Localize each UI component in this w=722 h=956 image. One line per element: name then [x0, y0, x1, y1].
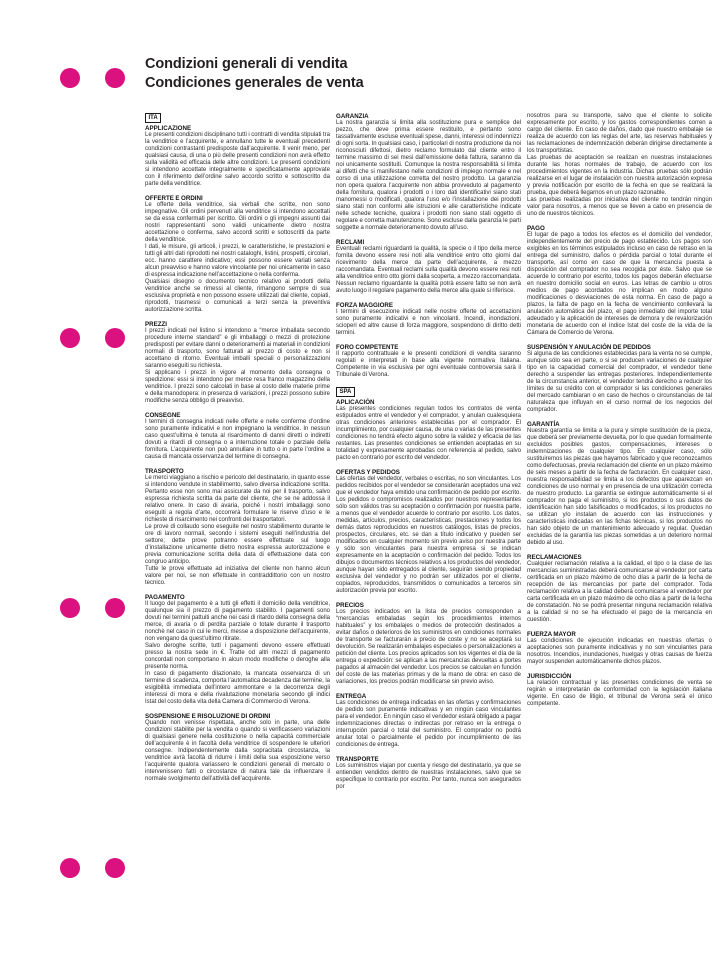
- section-heading: PAGO: [527, 225, 545, 233]
- section-heading: APLICACIÓN: [336, 399, 375, 407]
- paragraph: nosotros para su transporte, salvo que el cliente lo solicite expresamente por escrito, y los gastos correspondientes corren a cargo del cliente. En caso de daños, dado que nuestro embalaje se realiza de acuerdo con las reglas del arte, las reservas habituales y las reclamaciones de indemnización deberán dirigirse directamente a los transportistas.: [527, 113, 712, 155]
- paragraph: I termini di consegna indicati nelle offerte e nelle conferme d’ordine sono puramente indicativi e non impegnano la venditrice. In nessun caso quest’ultima è tenuta al risarcimento di danni diretti o indiretti dovuti a ritardi di consegna o a interruzione totale o parziale della fornitura. L’acquirente non può annullare in tutto o in parte l’ordine a causa di mancata osservanza del termine di consegna.: [145, 419, 330, 461]
- paragraph: Los precios indicados en la lista de precios corresponden a “mercancías embaladas según los procedimientos internos habituales” y los embalajes o medios de protección destinados a evitar daños o deterioros de los suministros en condiciones normales de transporte se facturarán a precio de coste y no se aceptará su devolución. Se realizarán embalajes especiales o personalizaciones a petición del cliente. Los precios aplicados son los vigentes el día de la entrega o expedición: se aplican a las mercancías devueltas a portes pagados al almacén del vendedor. Los precios se calculan en función del coste de las materias primas y de la mano de obra: en caso de variaciones, los precios podrán modificarse sin previo aviso.: [336, 609, 521, 686]
- accent-dot: [60, 858, 80, 878]
- section-heading: TRANSPORTE: [336, 756, 379, 764]
- page-title-italian: Condizioni generali di vendita: [145, 56, 348, 72]
- section-heading: RECLAMACIONES: [527, 554, 582, 562]
- paragraph: Tutte le prove effettuate ad iniziativa del cliente non hanno alcun valore per noi, se non effettuate in contraddittorio con un nostro tecnico.: [145, 566, 330, 587]
- section-heading: FUERZA MAYOR: [527, 631, 576, 639]
- accent-dot: [105, 328, 125, 348]
- page-title: [145, 55, 713, 92]
- paragraph: Las presentes condiciones regulan todos los contratos de venta estipulados entre el vendedor y el comprador, y anulan cualesquiera otras condiciones anteriores establecidas por el comprador. El incumplimiento, por cualquier causa, de una o varias de las presentes condiciones no tendrá efecto alguno sobre la validez y eficacia de las restantes. Las presentes condiciones se entienden aceptadas en su totalidad y expresamente aprobadas con referencia al pedido, salvo pacto en contrario por escrito del vendedor.: [336, 406, 521, 462]
- paragraph: Qualsiasi disegno o documento tecnico relativo ai prodotti della venditrice anche se rimessi al cliente, rimangono sempre di sua esclusiva proprietà e non possono essere utilizzati dal cliente, copiati, riprodotti, trasmessi o comunicati a terzi senza la preventiva autorizzazione scritta.: [145, 279, 330, 314]
- section-heading: PAGAMENTO: [145, 594, 185, 602]
- accent-dot: [105, 858, 125, 878]
- section-heading: FORO COMPETENTE: [336, 344, 399, 352]
- section-heading: PRECIOS: [336, 602, 364, 610]
- language-tag-ita: ITA: [145, 113, 161, 123]
- accent-dot: [60, 598, 80, 618]
- paragraph: Las pruebas de aceptación se realizan en nuestras instalaciones durante las horas normales de trabajo, de acuerdo con los procedimientos vigentes en la industria. Dichas pruebas sólo podrán realizarse en el lugar de instalación con nuestra autorización expresa y previa notificación por escrito de la fecha en que se realizará la prueba, que deberá llegarnos en un plazo razonable.: [527, 155, 712, 197]
- section-heading: SUSPENSIÓN Y ANULACIÓN DE PEDIDOS: [527, 344, 651, 352]
- paragraph: Eventuali reclami riguardanti la qualità, la specie o il tipo della merce fornita devono essere resi noti alla venditrice entro otto giorni dal ricevimento della merce da parte dell’acquirente, a mezzo raccomandata. Eventuali reclami sulla qualità devono essere resi noti alla venditrice entro otto giorni dalla scoperta, a mezzo raccomandata. Nessun reclamo riguardante la qualità potrà essere fatto se non avrà avuto luogo il regolare pagamento della merce alla quale si riferisce.: [336, 246, 521, 295]
- paragraph: Si alguna de las condiciones establecidas para la venta no se cumple, aunque sólo sea en parte, o si se producen variaciones de cualquier tipo en la capacidad comercial del comprador, el vendedor tiene derecho a suspender las entregas posteriores. Independientemente de la circunstancia anterior, el vendedor tendrá derecho a reducir los límites de su crédito con el comprador si las condiciones generales del mercado cambiaran o en caso de hechos o circunstancias de tal naturaleza que influyan en el curso normal de los negocios del comprador.: [527, 351, 712, 414]
- text-columns: [145, 113, 713, 791]
- accent-dot: [105, 598, 125, 618]
- paragraph: Cualquier reclamación relativa a la calidad, el tipo o la clase de las mercancías suministradas deberá comunicarse al vendedor por carta certificada en un plazo máximo de ocho días a partir de la fecha de recepción de las mercancías por parte del comprador. Toda reclamación relativa a la calidad deberá comunicarse al vendedor por carta certificada en un plazo máximo de ocho días a partir de la fecha de constatación. No se podrá presentar ninguna reclamación relativa a la calidad si no se ha efectuado el pago de la mercancía en cuestión.: [527, 561, 712, 624]
- paragraph: Il luogo del pagamento è a tutti gli effetti il domicilio della venditrice, qualunque sia il prezzo di pagamento stabilito. I pagamenti sono dovuti nei termini pattuiti anche nei casi di ritardo della consegna della merce, di avaria o di perdita parziale o totale durante il trasporto nonchè nel caso in cui le merci, messe a disposizione dell’acquirente, non vengano da quest’ultimo ritirate.: [145, 601, 330, 643]
- paragraph: Le presenti condizioni disciplinano tutti i contratti di vendita stipulati tra la venditrice e l’acquirente, e annullano tutte le eventuali precedenti condizioni contrastanti predisposte dall’acquirente. Il venir meno, per qualsiasi causa, di una o più delle presenti condizioni non avrà effetto sulla validità ed efficacia delle altre condizioni. Le presenti condizioni si intendono accettate integralmente e specificatamente approvate con il riferimento dell’ordine salvo accordo scritto e sottoscritto da parte della venditrice.: [145, 132, 330, 188]
- paragraph: Las pruebas realizadas por iniciativa del cliente no tendrán ningún valor para nosotros, a menos que se lleven a cabo en presencia de uno de nuestros técnicos.: [527, 197, 712, 218]
- paragraph: I prezzi indicati nel listino si intendono a “merce imballata secondo procedure interne standard” e gli imballaggi o mezzi di protezione predisposti per evitare danni o deterioramenti ai materiali in condizioni normali di trasporto, sono fatturati al prezzo di costo e non si accettano di ritorno. Eventuali imballi speciali o personalizzazioni saranno eseguiti su richiesta.: [145, 328, 330, 370]
- section-heading: RECLAMI: [336, 239, 365, 247]
- paragraph: Quando non venisse rispettata, anche solo in parte, una delle condizioni stabilite per la vendita o quando si verificassero variazioni di qualsiasi genere nella costituzione o nella capacità commerciale dell’acquirente è in facoltà della venditrice di sospendere le ulteriori consegne. Indipendentemente dalla sopracitata circostanza, la venditrice avrà facoltà di ridurre i limiti della sua esposizione verso l’acquirente qualora variassero le condizioni generali di mercato o intervenissero fatti o circostanze di natura tale da influenzare il normale svolgimento dell’attività dell’acquirente.: [145, 720, 330, 783]
- paragraph: Las condiciones de entrega indicadas en las ofertas y confirmaciones de pedido son puramente indicativas y en ningún caso vinculantes para el vendedor. En ningún caso el vendedor estará obligado a pagar indemnizaciones directas o indirectas por retraso en la entrega o interrupción parcial o total del suministro. El comprador no podrá anular total o parcialmente el pedido por incumplimiento de las condiciones de entrega.: [336, 700, 521, 749]
- paragraph: La relación contractual y las presentes condiciones de venta se regirán e interpretarán de conformidad con la legislación italiana vigente. En caso de litigio, el tribunal de Verona será el único competente.: [527, 680, 712, 708]
- paragraph: Los suministros viajan por cuenta y riesgo del destinatario, ya que se entienden vendidos dentro de nuestras instalaciones, salvo que se especifique lo contrario por escrito. Por tanto, nunca son asegurados por: [336, 763, 521, 791]
- section-heading: GARANTÍA: [527, 421, 560, 429]
- section-heading: ENTREGA: [336, 693, 367, 701]
- section-heading: OFFERTE E ORDINI: [145, 195, 203, 203]
- paragraph: Salvo deroghe scritte, tutti i pagamenti devono essere effettuati presso la nostra sede in €. Tratte od altri mezzi di pagamento concordati non comportano in alcun modo modifiche o deroghe alla presente norma.: [145, 643, 330, 671]
- paragraph: Si applicano i prezzi in vigore al momento della consegna o spedizione: essi si intendono per merce resa franco magazzino della venditrice. I prezzi sono calcolati in base al costo delle materie prime e della manodopera: in presenza di variazioni, i prezzi possono subire modifiche senza obbligo di preavviso.: [145, 370, 330, 405]
- section-heading: TRASPORTO: [145, 468, 184, 476]
- section-heading: PREZZI: [145, 321, 168, 329]
- paragraph: La nostra garanzia si limita alla sostituzione pura e semplice del pezzo, che deve prima essere restituito, e pertanto sono tassativamente escluse eventuali spese, danni, interessi od indennizzi di ogni sorta. In qualsiasi caso, i particolari di nostra produzione da noi riconosciuti difettosi, dietro reclamo formulato dal cliente entro il termine massimo di sei mesi dall’emissione della fattura, saranno da noi unicamente sostituiti. Comunque la nostra responsabilità si limita ai difetti che si manifestano nelle condizioni di impiego normale e nel corso di una utilizzazione corretta del nostro prodotto. La garanzia non opera qualora l’acquirente non abbia provveduto al pagamento della fornitura, qualora i prodotti o i loro dati identificativi siano stati manomessi o modificati, qualora l’uso e/o l’installazione dei prodotti siano stati non conformi alle istruzioni e alle caratteristiche indicate nelle schede tecniche, qualora i prodotti non siano stati oggetto di regolare e corretta manutenzione. Sono escluse dalla garanzia le parti soggette a normale deterioramento dovuto all’uso.: [336, 120, 521, 232]
- section-heading: OFERTAS Y PEDIDOS: [336, 469, 400, 477]
- paragraph: Las condiciones de ejecución indicadas en nuestras ofertas o aceptaciones son puramente indicativas y no son vinculantes para nosotros. Incendios, inundaciones, huelgas y otras causas de fuerza mayor suspenden automáticamente dichos plazos.: [527, 638, 712, 666]
- paragraph: Nuestra garantía se limita a la pura y simple sustitución de la pieza, que deberá ser previamente devuelta, por lo que quedan formalmente excluidos posibles gastos, compensaciones, intereses o indemnizaciones de cualquier tipo. En cualquier caso, sólo sustituiremos las piezas que hayamos fabricado y que reconozcamos como defectuosas, previa reclamación del cliente en un plazo máximo de seis meses a partir de la fecha de facturación. En cualquier caso, nuestra responsabilidad se limita a los defectos que aparezcan en condiciones de uso normal y en presencia de una utilización correcta de nuestro producto. La garantía se extingue automáticamente si el comprador no paga el suministro, si los productos o sus datos de identificación han sido falsificados o modificados, si los productos no se utilizan y/o instalan de acuerdo con las instrucciones y características indicadas en las fichas técnicas, si los productos no han sido objeto de un mantenimiento adecuado y regular. Quedan excluidas de la garantía las piezas sometidas a un deterioro normal debido al uso.: [527, 428, 712, 547]
- paragraph: I dati, le misure, gli articoli, i prezzi, le caratteristiche, le prestazioni e tutti gli altri dati riprodotti nei nostri cataloghi, listini, prospetti, circolari, ecc. hanno carattere indicativo; essi possono essere variati senza alcun preavviso e hanno valore vincolante per noi unicamente in caso di espressa indicazione nell’accettazione o nella conferma.: [145, 244, 330, 279]
- paragraph: Il rapporto contrattuale e le presenti condizioni di vendita saranno regolati e interpretati in base alla vigente normativa Italiana. Competente in via esclusiva per ogni eventuale controversia sarà il Tribunale di Verona.: [336, 351, 521, 379]
- accent-dot: [60, 68, 80, 88]
- paragraph: Le offerte della venditrice, sia verbali che scritte, non sono impegnative. Gli ordini pervenuti alla venditrice si intendono accettati se da essa confermati per iscritto. Gli ordini o gli impegni assunti dai nostri rappresentanti sono validi unicamente dietro nostra accettazione o conferma, salvo accordi scritti e sottoscritti da parte della venditrice.: [145, 202, 330, 244]
- text-column-3: [527, 113, 712, 708]
- accent-dot: [60, 328, 80, 348]
- section-heading: FORZA MAGGIORE: [336, 302, 393, 310]
- paragraph: I termini di esecuzione indicati nelle nostre offerte od accettazioni sono puramente indicativi e non vincolanti. Incendi, inondazioni, scioperi ed altre cause di forza maggiore, sospendono di diritto detti termini.: [336, 309, 521, 337]
- section-heading: SOSPENSIONE E RISOLUZIONE DI ORDINI: [145, 713, 271, 721]
- accent-dot: [105, 68, 125, 88]
- section-heading: CONSEGNE: [145, 412, 181, 420]
- page-content: [145, 55, 713, 791]
- paragraph: Le prove di collaudo sono eseguite nel nostro stabilimento durante le ore di lavoro normali, secondo i sistemi eseguiti nell’industria del settore; dette prove potranno essere effettuate sul luogo d’installazione unicamente dietro nostra espressa autorizzazione e previa comunicazione scritta della data di effettuazione data con congruo anticipo.: [145, 524, 330, 566]
- page-title-spanish: Condiciones generales de venta: [145, 74, 364, 91]
- language-tag-spa: SPA: [336, 387, 355, 397]
- section-heading: GARANZIA: [336, 113, 369, 121]
- paragraph: Las ofertas del vendedor, verbales o escritas, no son vinculantes. Los pedidos recibidos por el vendedor se considerarán aceptados una vez que el vendedor haya emitido una confirmación de pedido por escrito. Los pedidos o compromisos realizados por nuestros representantes sólo son válidos tras su aceptación o confirmación por nuestra parte, a menos que el vendedor acuerde lo contrario por escrito. Los datos, medidas, artículos, precios, características, prestaciones y todos los demás datos reproducidos en nuestros catálogos, listas de precios, prospectos, circulares, etc. se dan a título indicativo y pueden ser modificados en cualquier momento sin previo aviso por nuestra parte y sólo son vinculantes para nuestra empresa si se indican expresamente en la aceptación o confirmación del pedido. Todos los dibujos o documentos técnicos relativos a los productos del vendedor, aunque hayan sido entregados al cliente, seguirán siendo propiedad exclusiva del vendedor y no podrán ser utilizados por el cliente, copiados, reproducidos, transmitidos o comunicados a terceros sin autorización previa por escrito.: [336, 476, 521, 595]
- paragraph: Le merci viaggiano a rischio e pericolo del destinatario, in quanto esse si intendono vendute in stabilimento, salvo diversa indicazione scritta. Pertanto esse non sono mai assicurate da noi per il trasporto, salvo espressa richiesta scritta da parte del cliente, che se ne addossa il relativo onere. In caso di avaria, poiché i nostri imballaggi sono eseguiti a regola d’arte, occorrerà formulare le riserve d’uso e le richieste di risarcimento nei confronti dei trasportatori.: [145, 475, 330, 524]
- paragraph: El lugar de pago a todos los efectos es el domicilio del vendedor, independientemente del precio de pago establecido. Los pagos son exigibles en los términos estipulados incluso en caso de retraso en la entrega del suministro, daños o pérdida parcial o total durante el transporte, así como en caso de que la mercancía puesta a disposición del comprador no sea recogida por éste. Salvo que se acuerde lo contrario por escrito, todos los pagos deberán efectuarse en nuestro domicilio social en euros. Las letras de cambio u otros medios de pago acordados no implican en modo alguno modificaciones o desviaciones de esta norma. En caso de pago a plazos, la falta de pago en la fecha de vencimiento conllevará la anulación automática del plazo, el pago inmediato del importe total adeudado y la aplicación de intereses de demora y de revalorización monetaria de acuerdo con el índice Istat del coste de la vida de la Cámara de Comercio de Verona.: [527, 232, 712, 337]
- section-heading: JURISDICCIÓN: [527, 673, 572, 681]
- text-column-2: [336, 113, 521, 791]
- text-column-1: [145, 113, 330, 783]
- paragraph: In caso di pagamento dilazionato, la mancata osservanza di un termine di scadenza, comporta l’automatica decadenza dal termine, la esigibilità immediata dell’intero ammontare e la decorrenza degli interessi di mora e della rivalutazione monetaria secondo gli indici Istat del costo della vita della Camera di Commercio di Verona.: [145, 671, 330, 706]
- section-heading: APPLICAZIONE: [145, 125, 192, 133]
